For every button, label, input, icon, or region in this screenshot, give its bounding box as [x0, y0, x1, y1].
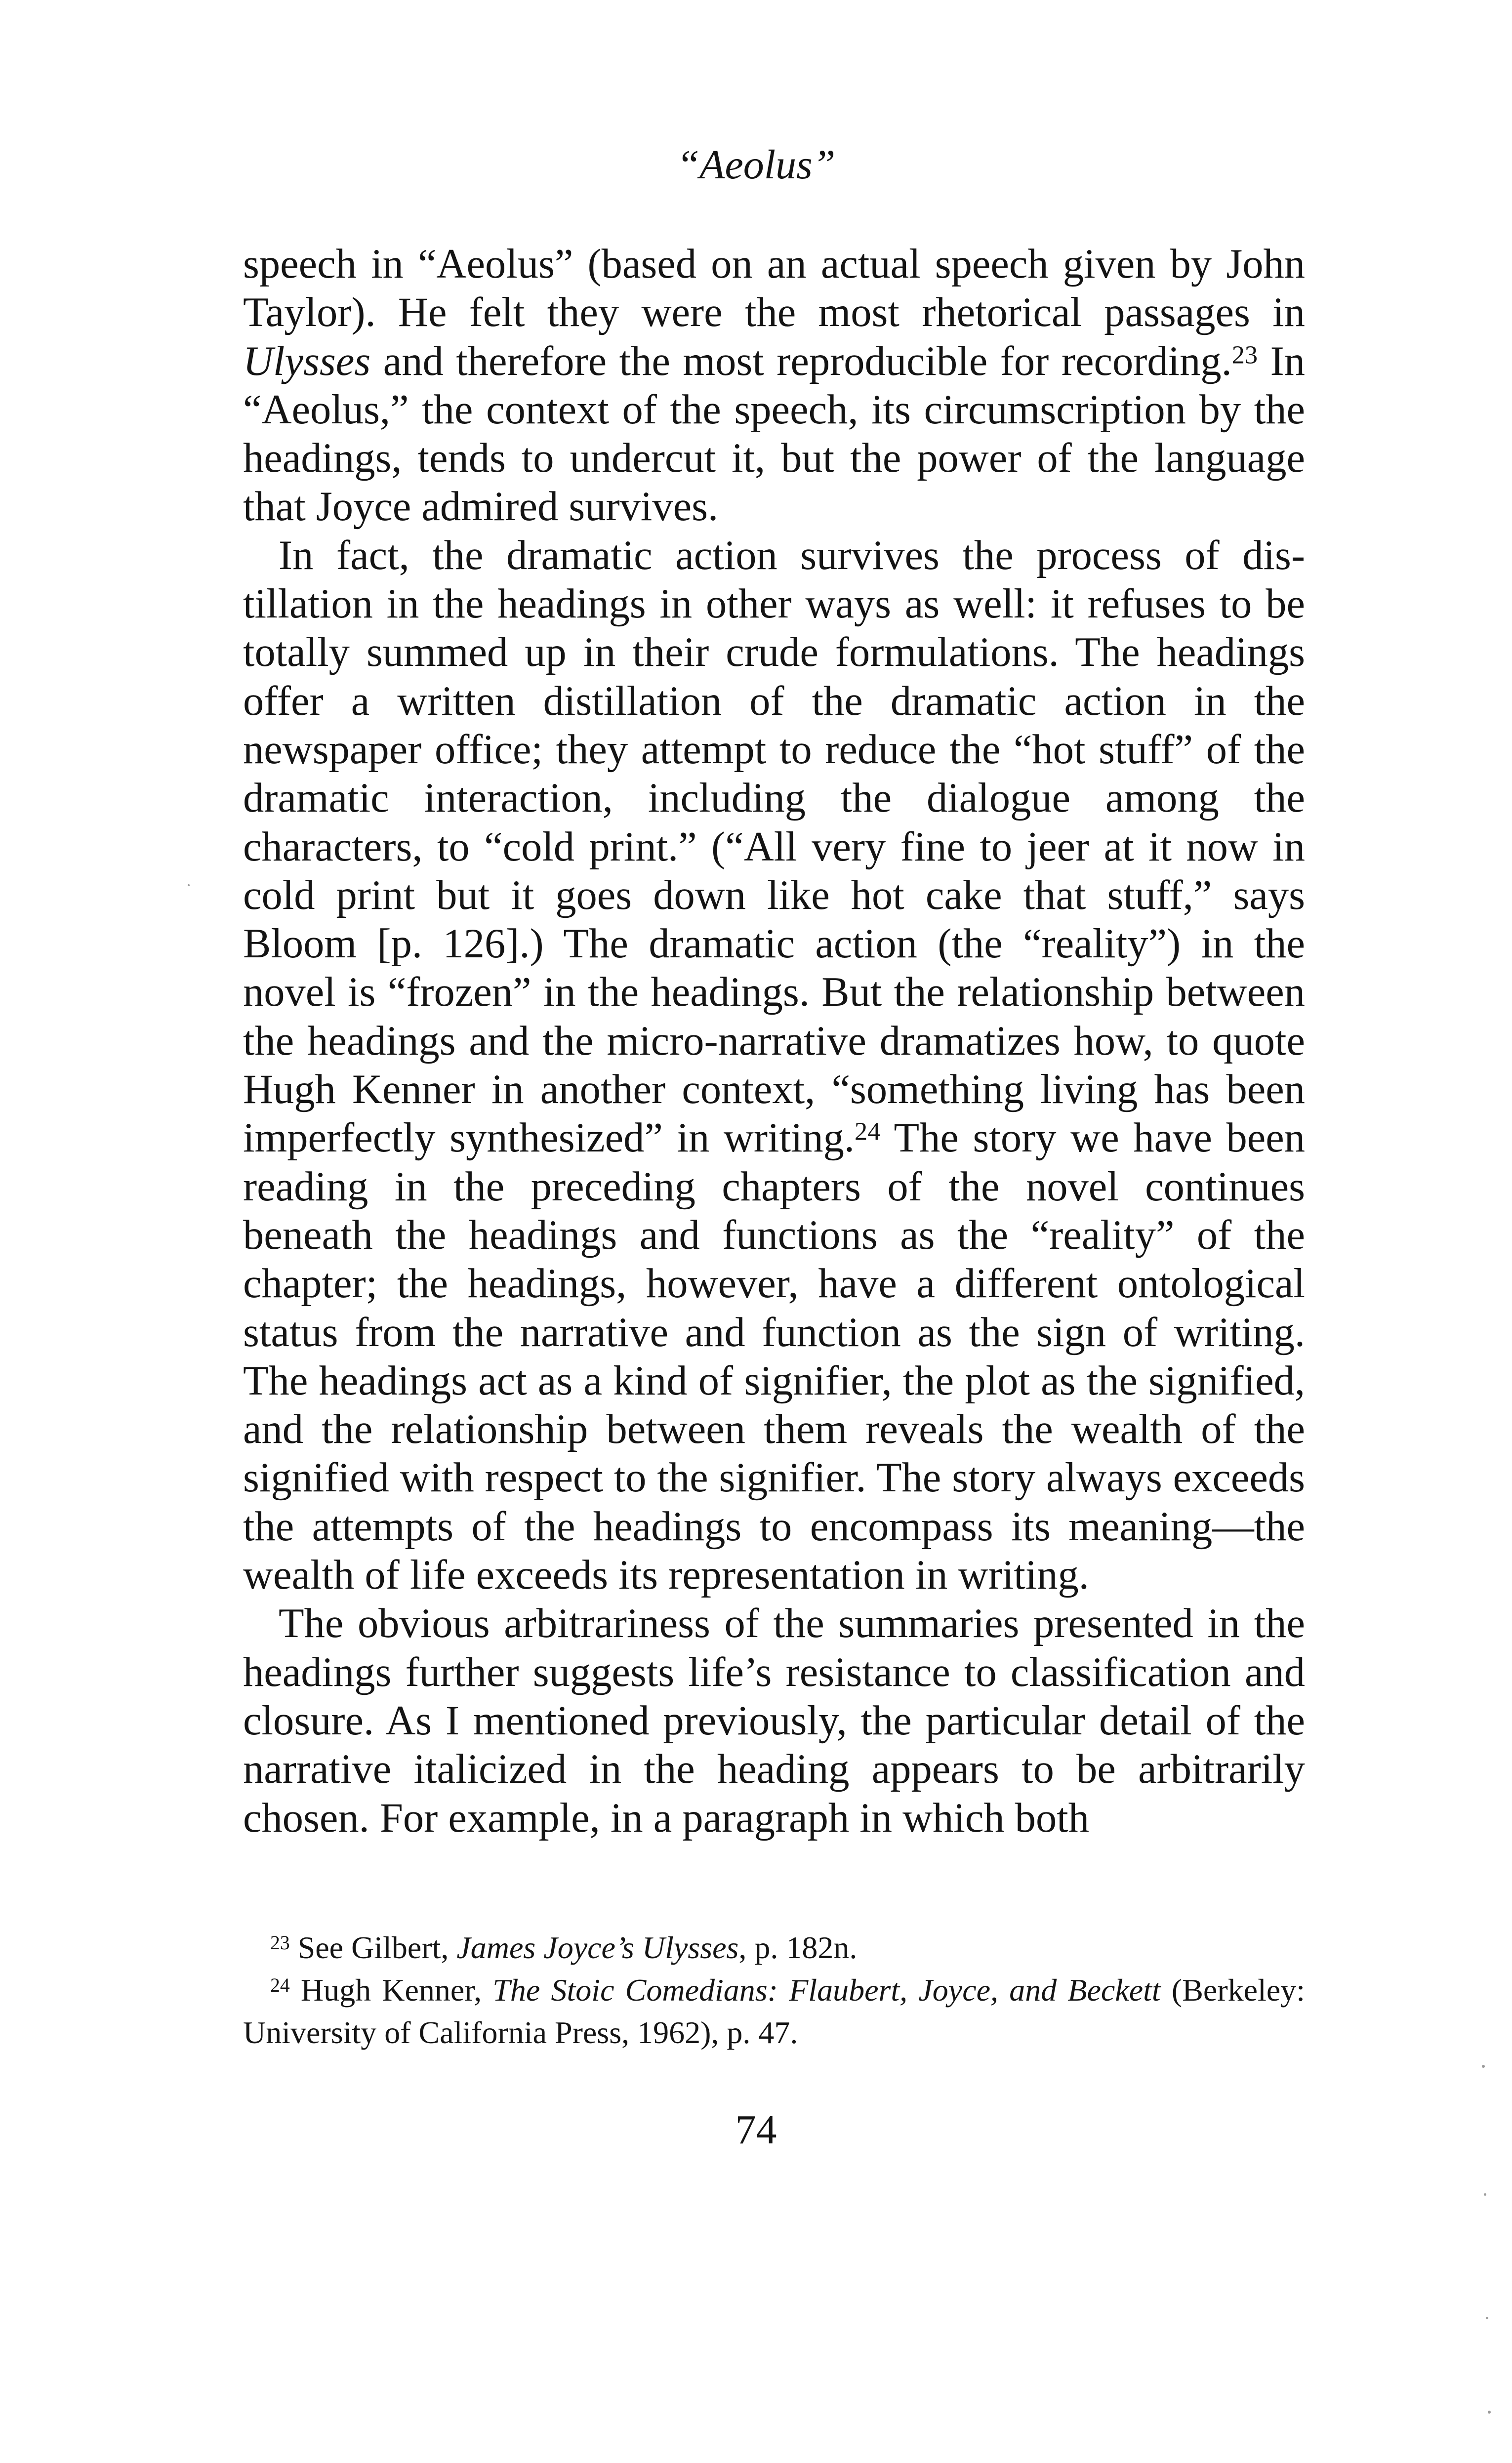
- italic-text: The Stoic Comedians: Flaubert, Joyce, and Beckett: [492, 1972, 1161, 2008]
- italic-text: James Joyce’s Ulysses: [456, 1930, 739, 1965]
- footnote-reference: 24: [270, 1974, 290, 1997]
- body-text: [243, 240, 1305, 1843]
- italic-text: Ulysses: [243, 338, 371, 384]
- text-run: and therefore the most reproducible for recording.: [370, 338, 1232, 384]
- scan-speck: [1488, 2411, 1491, 2414]
- text-run: See Gilbert,: [289, 1930, 457, 1965]
- footnote: [243, 1927, 1305, 1969]
- footnote-reference: 23: [270, 1932, 290, 1954]
- text-run: speech in “Aeolus” (based on an actual speech given by John Taylor). He felt they were the most rhetorical passages in: [243, 241, 1305, 336]
- running-head: “Aeolus”: [676, 142, 836, 188]
- footnote-reference: 23: [1231, 340, 1258, 369]
- text-run: (Berkeley: University of California Press, 1962), p. 47.: [243, 1972, 1306, 2050]
- body-paragraph: [243, 240, 1305, 532]
- text-run: Hugh Kenner,: [289, 1972, 493, 2008]
- footnote: [243, 1969, 1305, 2054]
- text-run: The obvious arbitrariness of the summaries presented in the headings further suggests life’s resistance to classification and closure. As I mentioned previously, the particular detail of the narrative italicized in the heading appears to be arbitrarily chosen. For example, in a paragraph in which both: [243, 1601, 1305, 1841]
- text-run: , p. 182n.: [738, 1930, 858, 1965]
- scan-speck: [1486, 2317, 1488, 2319]
- body-paragraph: [243, 532, 1305, 1600]
- scan-speck: [1484, 2193, 1486, 2196]
- text-run: In “Aeolus,” the context of the speech, its circumscription by the headings, tends to undercut it, but the power of the language that Joyce admired survives.: [243, 338, 1306, 530]
- scan-speck: [1482, 2065, 1485, 2068]
- page-number: 74: [735, 2107, 777, 2153]
- body-paragraph: [243, 1600, 1305, 1842]
- text-run: The story we have been reading in the preceding chapters of the novel continues beneath the headings and functions as the “reality” of the chapter; the headings, however, have a different ontological status from the narrative and function as the sign of writing. The headings act as a kind of signifier, the plot as the signified, and the relationship between them reveals the wealth of the signified with respect to the signifier. The story always exceeds the attempts of the headings to encompass its meaning—the wealth of life exceeds its representation in writing.: [243, 1115, 1305, 1599]
- footnotes: [243, 1927, 1305, 2054]
- footnote-reference: 24: [855, 1117, 881, 1146]
- scan-speck: [188, 884, 190, 886]
- text-run: In fact, the dramatic action survives the process of distillation in the headings in other ways as well: it refuses to be totally summed up in their crude formulations. The headings offer a written distillation of the dramatic action in the newspaper office; they attempt to reduce the “hot stuff” of the dramatic interaction, including the dialogue among the characters, to “cold print.” (“All very fine to jeer at it now in cold print but it goes down like hot cake that stuff,” says Bloom [p. 126].) The dramatic action (the “reality”) in the novel is “frozen” in the headings. But the relationship between the headings and the micro-narrative dramatizes how, to quote Hugh Kenner in another context, “something living has been imperfectly synthesized” in writing.: [243, 532, 1305, 1161]
